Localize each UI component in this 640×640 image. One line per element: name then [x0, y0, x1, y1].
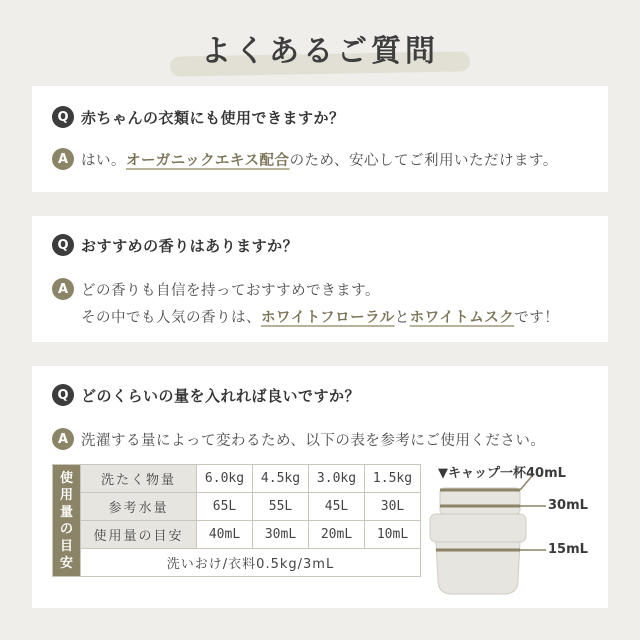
table-cell: 3.0kg	[309, 465, 365, 493]
side-char: 量	[59, 504, 73, 520]
q-badge: Q	[52, 384, 74, 406]
cap-label-30ml: 30mL	[548, 498, 588, 513]
table-cell: 65L	[197, 493, 253, 521]
faq-card-3	[32, 366, 608, 608]
question-row	[52, 106, 345, 128]
cap-drawing	[32, 366, 608, 608]
answer-highlight-2: ホワイトムスク	[409, 310, 515, 326]
faq-card-2	[32, 216, 608, 342]
q-badge: Q	[52, 106, 74, 128]
answer-line-2-prefix: その中でも人気の香りは、	[81, 310, 261, 326]
answer-text-line-1: どの香りも自信を持っておすすめできます。	[81, 282, 380, 299]
answer-highlight-1: ホワイトフローラル	[261, 310, 395, 326]
a-badge: A	[52, 148, 74, 170]
side-char: 安	[59, 555, 73, 571]
row-header-water-volume: 参考水量	[81, 493, 197, 521]
answer-text-line-2	[81, 306, 559, 327]
table-cell: 40mL	[197, 521, 253, 549]
question-text: どのくらいの量を入れれば良いですか？	[81, 386, 361, 405]
answer-highlight: オーガニックエキス配合	[126, 152, 290, 169]
table-cell: 55L	[253, 493, 309, 521]
side-char: 目	[59, 538, 73, 554]
table-footer: 洗いおけ/衣料0.5kg/3mL	[81, 549, 421, 577]
page-title: よくあるご質問	[201, 34, 439, 69]
table-cell: 4.5kg	[253, 465, 309, 493]
table-cell: 30L	[365, 493, 421, 521]
answer-line-2-mid: と	[394, 310, 410, 326]
row-header-laundry-weight: 洗たく物量	[81, 465, 197, 493]
table-cell: 6.0kg	[197, 465, 253, 493]
side-char: 用	[59, 487, 73, 503]
answer-row	[52, 148, 558, 170]
title-section	[0, 14, 640, 80]
leader-40ml	[520, 476, 532, 490]
question-text: おすすめの香りはありますか？	[81, 236, 299, 255]
table-cell: 30mL	[253, 521, 309, 549]
answer-row	[52, 278, 380, 300]
a-badge: A	[52, 278, 74, 300]
answer-text: 洗濯する量によって変わるため、以下の表を参考にご使用ください。	[81, 432, 546, 449]
faq-card-1	[32, 86, 608, 192]
cap-label-15ml: 15mL	[548, 542, 588, 557]
question-text: 赤ちゃんの衣類にも使用できますか？	[81, 108, 345, 127]
answer-prefix: はい。	[81, 152, 126, 169]
a-badge: A	[52, 428, 74, 450]
table-cell: 1.5kg	[365, 465, 421, 493]
side-char: 使	[59, 470, 73, 486]
table-cell: 45L	[309, 493, 365, 521]
answer-text	[81, 149, 558, 170]
cap-label-40ml: ▼キャップ一杯40mL	[438, 466, 566, 481]
side-char: の	[59, 521, 73, 537]
q-badge: Q	[52, 234, 74, 256]
cap-top-band	[440, 488, 520, 514]
table-cell: 20mL	[309, 521, 365, 549]
question-row	[52, 234, 298, 256]
cap-rim	[430, 514, 526, 542]
answer-line-2-suffix: です！	[514, 310, 560, 326]
answer-suffix: のため、安心してご利用いただけます。	[289, 152, 558, 169]
row-header-usage-amount: 使用量の目安	[81, 521, 197, 549]
table-cell: 10mL	[365, 521, 421, 549]
